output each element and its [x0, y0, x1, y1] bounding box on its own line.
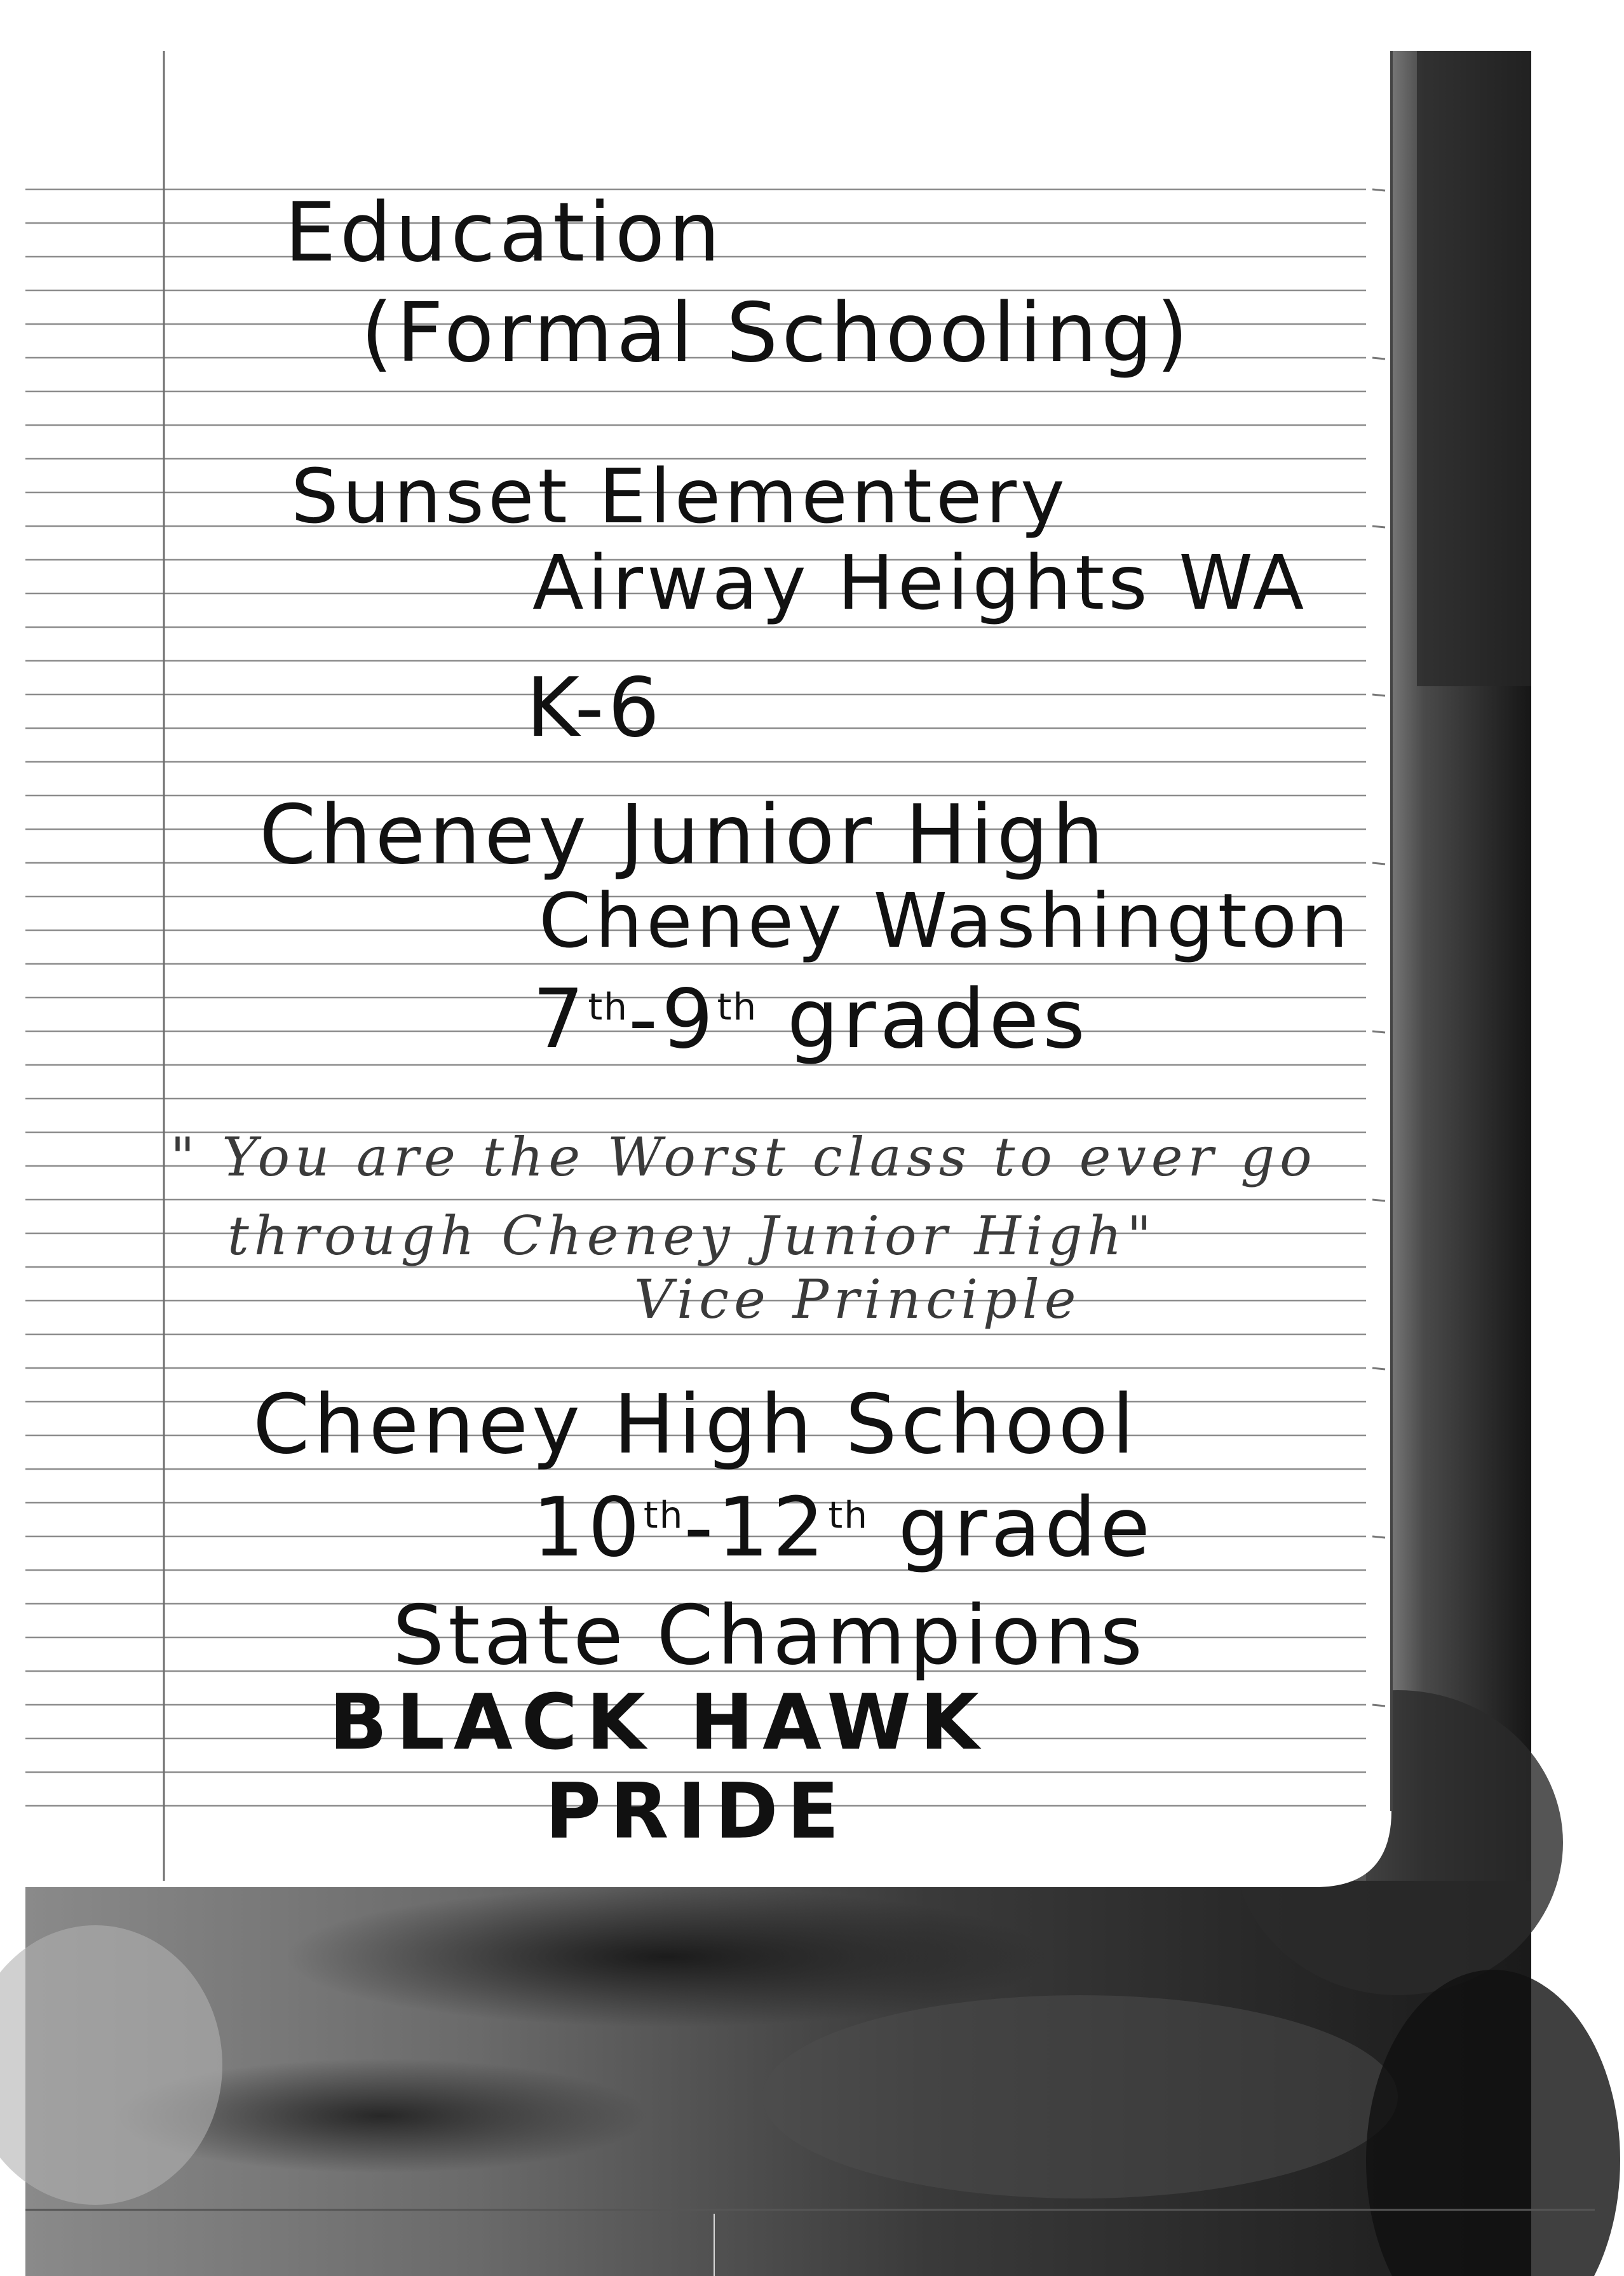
page-title: Education: [285, 186, 724, 280]
school-location: Airway Heights WA: [532, 539, 1308, 627]
grades-start: 7: [532, 972, 588, 1067]
quote-line: " You are the Worst class to ever go: [170, 1126, 1317, 1188]
motto-line: PRIDE: [545, 1768, 848, 1856]
school-grades: [532, 972, 1089, 1067]
school-grades: K-6: [526, 661, 664, 755]
motto-line: BLACK HAWK: [329, 1679, 988, 1767]
school-name: Cheney High School: [253, 1378, 1139, 1472]
grades-start: 10: [532, 1480, 644, 1575]
grades-end-suffix: th: [828, 1493, 869, 1537]
school-grades: [532, 1480, 1154, 1575]
grades-end-suffix: th: [717, 985, 758, 1029]
grades-word: grade: [898, 1480, 1154, 1575]
quote-line: through Cheney Junior High": [227, 1205, 1157, 1267]
grades-dash: -: [684, 1480, 717, 1575]
page-subtitle: (Formal Schooling): [361, 286, 1192, 381]
school-name: Cheney Junior High: [259, 788, 1107, 883]
grades-start-suffix: th: [588, 985, 628, 1029]
grades-dash: -: [628, 972, 662, 1067]
grades-end: 12: [717, 1480, 829, 1575]
school-name: Sunset Elementery: [291, 452, 1069, 540]
grades-start-suffix: th: [643, 1493, 684, 1537]
school-location: Cheney Washington: [539, 877, 1352, 965]
quote-attribution: Vice Principle: [634, 1268, 1081, 1331]
grades-word: grades: [787, 972, 1089, 1067]
grades-end: 9: [661, 972, 717, 1067]
honor-text: State Champions: [393, 1588, 1147, 1683]
